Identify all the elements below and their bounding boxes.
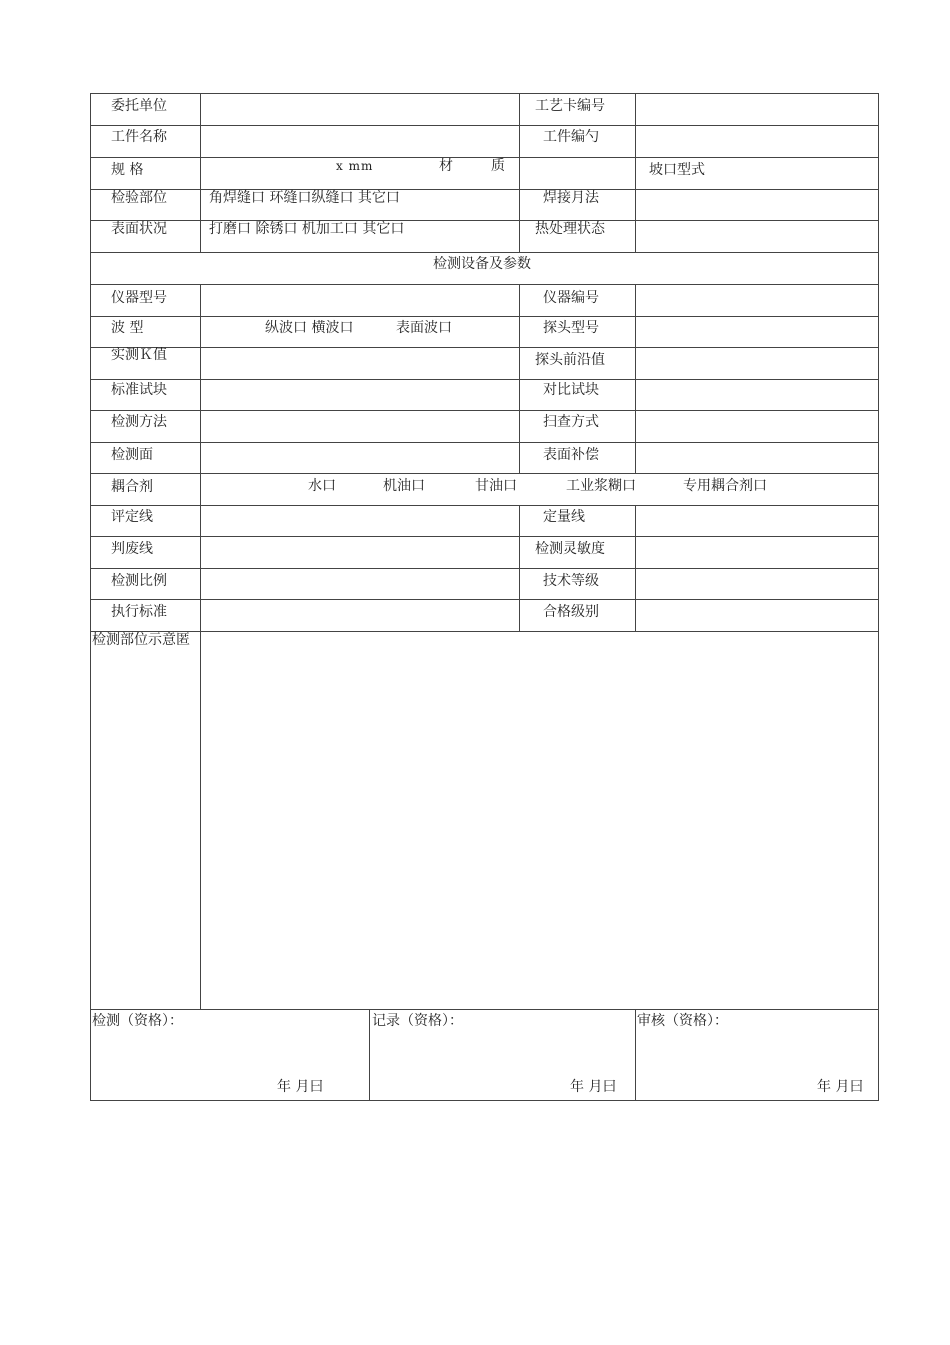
couplant-option: 工业浆糊口 <box>566 478 636 494</box>
col-divider <box>635 284 636 474</box>
label-ratio: 检测比例 <box>111 573 167 589</box>
label-quant-line: 定量线 <box>543 509 585 525</box>
label-material-2: 质 <box>491 158 505 174</box>
label-test-surface: 检测面 <box>111 447 153 463</box>
label-accept-level: 合格级别 <box>543 604 599 620</box>
col-divider <box>200 94 201 252</box>
label-sensitivity: 检测灵敏度 <box>535 541 605 557</box>
label-standard: 执行标准 <box>111 604 167 620</box>
label-wave-type: 波 型 <box>111 320 144 336</box>
label-reject-line: 判废线 <box>111 541 153 557</box>
row-divider <box>91 442 878 443</box>
surface-options: 打磨口 除锈口 机加工口 其它口 <box>209 221 405 237</box>
label-process-card-no: 工艺卡编号 <box>535 98 605 114</box>
signature-label: 检测（资格）： <box>92 1013 183 1029</box>
label-surface-condition: 表面状况 <box>111 221 167 237</box>
label-spec: 规 格 <box>111 162 144 178</box>
label-instrument-model: 仪器型号 <box>111 290 167 306</box>
label-groove-type: 坡口型式 <box>649 162 705 178</box>
label-probe-model: 探头型号 <box>543 320 599 336</box>
section-title: 检测设备及参数 <box>433 256 531 272</box>
row-divider <box>91 252 878 253</box>
label-workpiece-no: 工件编勺 <box>543 129 599 145</box>
label-tech-grade: 技术等级 <box>543 573 599 589</box>
col-divider <box>635 505 636 631</box>
label-eval-line: 评定线 <box>111 509 153 525</box>
label-heat-treatment: 热处理状态 <box>535 221 605 237</box>
row-divider <box>91 473 878 474</box>
wave-surface: 表面波口 <box>396 320 452 336</box>
couplant-option: 水口 <box>308 478 336 494</box>
row-divider <box>91 347 878 348</box>
signature-label: 审核（资格）： <box>637 1013 728 1029</box>
signature-date: 年 月曰 <box>277 1079 324 1095</box>
col-divider <box>519 94 520 252</box>
col-divider <box>635 94 636 252</box>
label-ref-block: 对比试块 <box>543 382 599 398</box>
row-divider <box>91 284 878 285</box>
label-std-block: 标准试块 <box>111 382 167 398</box>
row-divider <box>91 568 878 569</box>
signature-label: 记录（资格）： <box>372 1013 463 1029</box>
row-divider <box>91 316 878 317</box>
label-instrument-no: 仪器编号 <box>543 290 599 306</box>
inspection-form <box>90 93 879 1101</box>
row-divider <box>91 536 878 537</box>
wave-options: 纵波口 横波口 <box>265 320 354 336</box>
col-divider <box>369 1009 370 1100</box>
couplant-option: 机油口 <box>383 478 425 494</box>
row-divider <box>91 157 878 158</box>
row-divider <box>91 599 878 600</box>
row-divider <box>91 379 878 380</box>
diagram-label: 检测部位示意匿 <box>92 632 190 648</box>
signature-date: 年 月曰 <box>817 1079 864 1095</box>
col-divider <box>635 1009 636 1100</box>
col-divider <box>519 505 520 631</box>
signature-date: 年 月曰 <box>570 1079 617 1095</box>
row-divider <box>91 631 878 632</box>
col-divider <box>200 284 201 1009</box>
spec-value: x mm <box>336 159 374 173</box>
row-divider <box>91 505 878 506</box>
label-surface-comp: 表面补偿 <box>543 447 599 463</box>
label-method: 检测方法 <box>111 414 167 430</box>
label-probe-front: 探头前沿值 <box>535 352 605 368</box>
label-inspection-part: 检验部位 <box>111 190 167 206</box>
row-divider <box>91 1009 878 1010</box>
label-couplant: 耦合剂 <box>111 479 153 495</box>
row-divider <box>91 410 878 411</box>
label-scan-mode: 扫查方式 <box>543 414 599 430</box>
couplant-option: 甘油口 <box>475 478 517 494</box>
label-material: 材 <box>439 158 453 174</box>
row-divider <box>91 125 878 126</box>
inspection-part-options: 角焊缝口 环缝口纵缝口 其它口 <box>209 190 400 206</box>
col-divider <box>519 284 520 474</box>
label-workpiece-name: 工件名称 <box>111 129 167 145</box>
label-welding-method: 焊接月法 <box>543 190 599 206</box>
label-measured-k: 实测Ｋ值 <box>111 347 167 363</box>
couplant-option: 专用耦合剂口 <box>683 478 767 494</box>
label-entrust-unit: 委托单位 <box>111 98 167 114</box>
